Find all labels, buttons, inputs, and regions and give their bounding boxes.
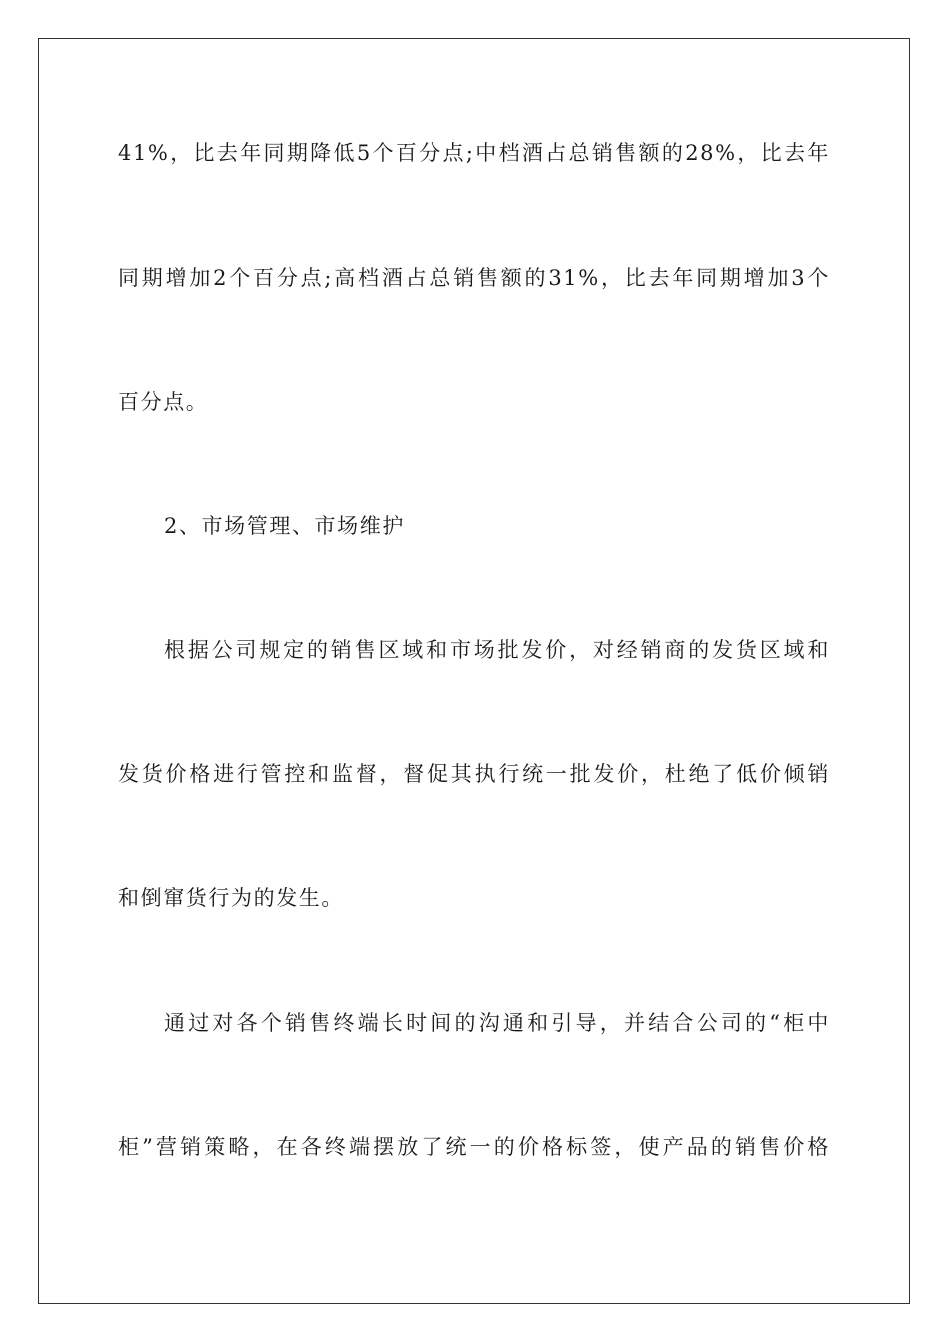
- section-heading: 2、市场管理、市场维护: [164, 514, 405, 538]
- paragraph-line-1: 41%，比去年同期降低5个百分点;中档酒占总销售额的28%，比去年: [118, 141, 830, 165]
- page-border: [38, 38, 910, 1304]
- paragraph-line-6: 和倒窜货行为的发生。: [118, 886, 344, 910]
- paragraph-line-8: 柜”营销策略，在各终端摆放了统一的价格标签，使产品的销售价格: [118, 1135, 830, 1159]
- paragraph-line-2: 同期增加2个百分点;高档酒占总销售额的31%，比去年同期增加3个: [118, 266, 830, 290]
- paragraph-line-4: 根据公司规定的销售区域和市场批发价，对经销商的发货区域和: [164, 638, 830, 662]
- paragraph-line-5: 发货价格进行管控和监督，督促其执行统一批发价，杜绝了低价倾销: [118, 762, 830, 786]
- paragraph-line-3: 百分点。: [118, 390, 209, 414]
- paragraph-line-7: 通过对各个销售终端长时间的沟通和引导，并结合公司的“柜中: [164, 1011, 830, 1035]
